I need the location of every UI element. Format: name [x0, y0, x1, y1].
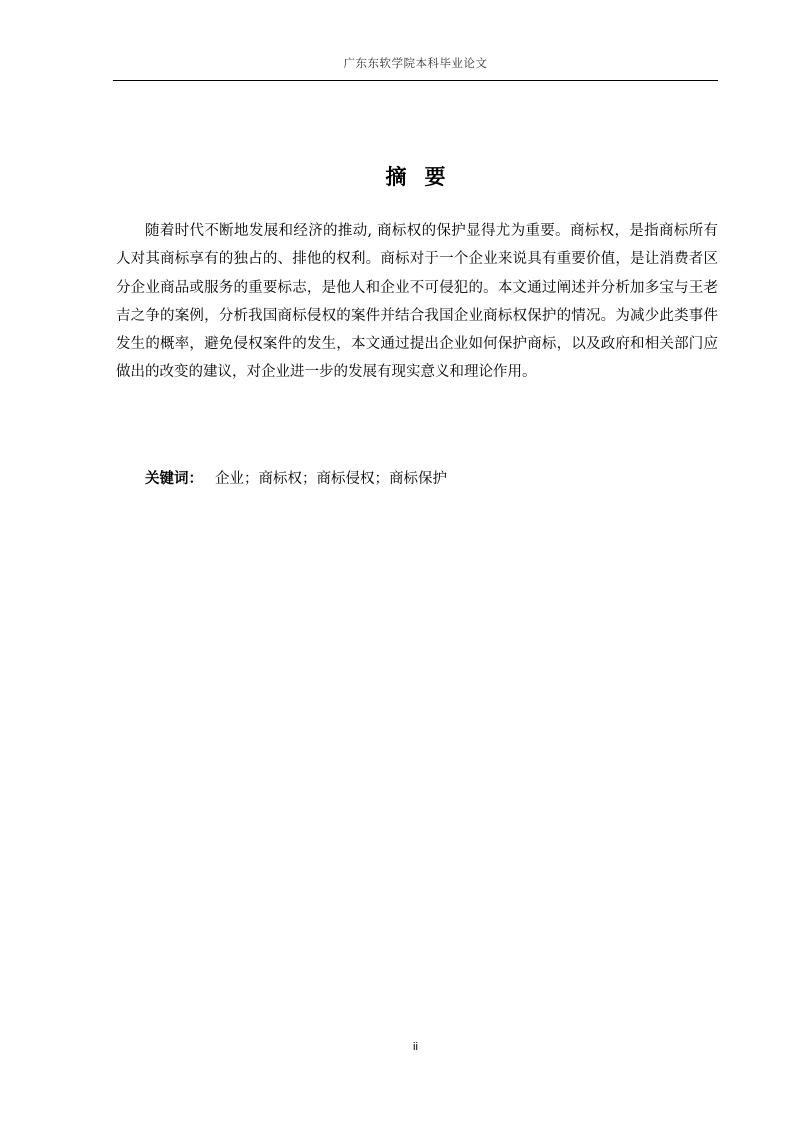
page-number: ii	[413, 1041, 418, 1053]
keywords-label: 关键词：	[145, 471, 203, 487]
header-divider	[113, 80, 718, 81]
keywords-line	[145, 465, 447, 493]
abstract-body: 随着时代不断地发展和经济的推动, 商标权的保护显得尤为重要。商标权，是指商标所有人对其商标享有的独占的、排他的权利。商标对于一个企业来说具有重要价值，是让消费者区分企业商品或服务的重要标志，是他人和企业不可侵犯的。本文通过阐述并分析加多宝与王老吉之争的案例，分析我国商标侵权的案件并结合我国企业商标权保护的情况。为减少此类事件发生的概率，避免侵权案件的发生，本文通过提出企业如何保护商标，以及政府和相关部门应做出的改变的建议，对企业进一步的发展有现实意义和理论作用。	[116, 223, 718, 381]
abstract-title: 摘要	[385, 165, 464, 189]
keywords-value: 企业；商标权；商标侵权；商标保护	[215, 471, 447, 487]
running-header: 广东东软学院本科毕业论文	[343, 56, 488, 70]
